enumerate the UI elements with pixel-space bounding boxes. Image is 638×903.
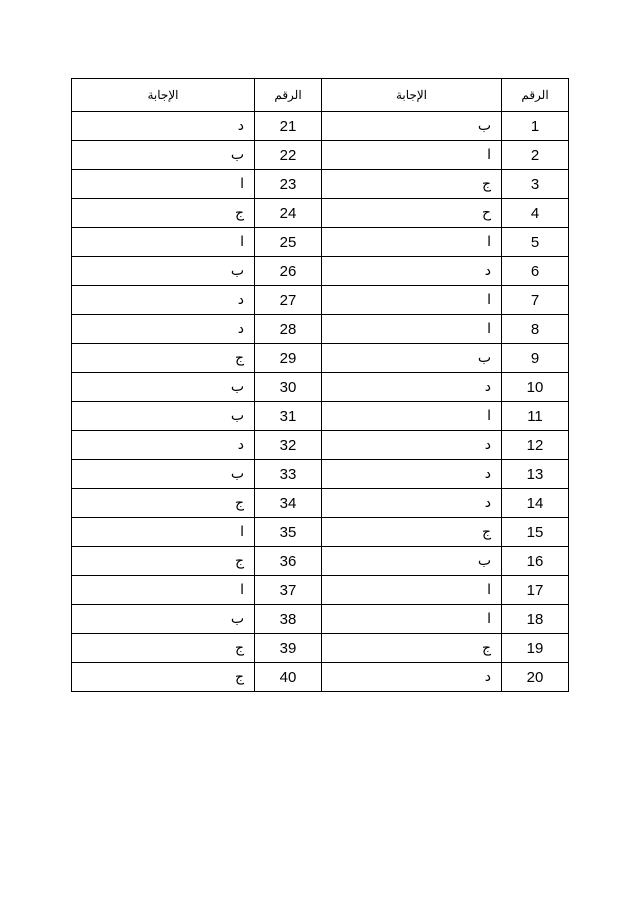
table-row xyxy=(72,489,569,518)
question-number: 36 xyxy=(255,547,322,576)
table-body xyxy=(72,112,569,692)
question-number: 33 xyxy=(255,460,322,489)
question-number: 38 xyxy=(255,605,322,634)
question-number: 13 xyxy=(502,460,569,489)
table-row xyxy=(72,257,569,286)
question-number: 21 xyxy=(255,112,322,141)
answer-cell: ج xyxy=(72,199,255,228)
answer-cell: ا xyxy=(72,518,255,547)
answer-key-table xyxy=(71,78,569,692)
answer-cell: ب xyxy=(72,460,255,489)
answer-cell: ب xyxy=(72,373,255,402)
question-number: 10 xyxy=(502,373,569,402)
table-row xyxy=(72,431,569,460)
question-number: 3 xyxy=(502,170,569,199)
header-answer-2: الإجابة xyxy=(72,79,255,112)
table-row xyxy=(72,605,569,634)
table-row xyxy=(72,199,569,228)
table-row xyxy=(72,344,569,373)
answer-cell: د xyxy=(72,431,255,460)
question-number: 2 xyxy=(502,141,569,170)
answer-cell: ج xyxy=(322,518,502,547)
table-row xyxy=(72,460,569,489)
answer-cell: ب xyxy=(322,344,502,373)
question-number: 11 xyxy=(502,402,569,431)
table-row xyxy=(72,576,569,605)
answer-cell: ج xyxy=(72,344,255,373)
answer-cell: ا xyxy=(72,576,255,605)
question-number: 32 xyxy=(255,431,322,460)
question-number: 18 xyxy=(502,605,569,634)
header-number-2: الرقم xyxy=(255,79,322,112)
answer-cell: ا xyxy=(322,286,502,315)
answer-cell: ب xyxy=(72,141,255,170)
question-number: 20 xyxy=(502,663,569,692)
question-number: 6 xyxy=(502,257,569,286)
answer-cell: ا xyxy=(72,228,255,257)
answer-cell: ا xyxy=(322,605,502,634)
answer-cell: ب xyxy=(72,402,255,431)
answer-cell: د xyxy=(72,315,255,344)
question-number: 8 xyxy=(502,315,569,344)
answer-cell: د xyxy=(322,460,502,489)
answer-cell: ا xyxy=(322,228,502,257)
answer-cell: د xyxy=(72,286,255,315)
answer-cell: ج xyxy=(72,663,255,692)
answer-cell: د xyxy=(322,257,502,286)
table-row xyxy=(72,141,569,170)
question-number: 28 xyxy=(255,315,322,344)
answer-cell: ب xyxy=(72,257,255,286)
question-number: 19 xyxy=(502,634,569,663)
question-number: 22 xyxy=(255,141,322,170)
question-number: 14 xyxy=(502,489,569,518)
table-row xyxy=(72,315,569,344)
question-number: 35 xyxy=(255,518,322,547)
question-number: 30 xyxy=(255,373,322,402)
answer-cell: ح xyxy=(322,199,502,228)
header-answer-1: الإجابة xyxy=(322,79,502,112)
table-row xyxy=(72,402,569,431)
answer-cell: ا xyxy=(322,141,502,170)
question-number: 27 xyxy=(255,286,322,315)
answer-cell: ج xyxy=(322,170,502,199)
table-row xyxy=(72,373,569,402)
table-row xyxy=(72,547,569,576)
answer-cell: ج xyxy=(72,634,255,663)
question-number: 9 xyxy=(502,344,569,373)
table-row xyxy=(72,634,569,663)
answer-cell: د xyxy=(322,373,502,402)
answer-cell: د xyxy=(322,663,502,692)
question-number: 12 xyxy=(502,431,569,460)
question-number: 40 xyxy=(255,663,322,692)
table-row xyxy=(72,286,569,315)
answer-cell: د xyxy=(322,489,502,518)
table-row xyxy=(72,518,569,547)
answer-cell: ا xyxy=(322,576,502,605)
answer-cell: ا xyxy=(72,170,255,199)
question-number: 17 xyxy=(502,576,569,605)
table-row xyxy=(72,170,569,199)
question-number: 7 xyxy=(502,286,569,315)
question-number: 39 xyxy=(255,634,322,663)
table-row xyxy=(72,663,569,692)
question-number: 29 xyxy=(255,344,322,373)
table-row xyxy=(72,112,569,141)
question-number: 31 xyxy=(255,402,322,431)
question-number: 26 xyxy=(255,257,322,286)
question-number: 34 xyxy=(255,489,322,518)
answer-cell: ب xyxy=(322,547,502,576)
question-number: 24 xyxy=(255,199,322,228)
header-row xyxy=(72,79,569,112)
question-number: 25 xyxy=(255,228,322,257)
question-number: 5 xyxy=(502,228,569,257)
answer-cell: ج xyxy=(72,489,255,518)
table-row xyxy=(72,228,569,257)
answer-cell: ب xyxy=(72,605,255,634)
answer-cell: ج xyxy=(72,547,255,576)
answer-cell: د xyxy=(72,112,255,141)
question-number: 4 xyxy=(502,199,569,228)
answer-cell: ج xyxy=(322,634,502,663)
answer-cell: ا xyxy=(322,402,502,431)
question-number: 23 xyxy=(255,170,322,199)
question-number: 15 xyxy=(502,518,569,547)
question-number: 37 xyxy=(255,576,322,605)
answer-cell: ب xyxy=(322,112,502,141)
answer-cell: د xyxy=(322,431,502,460)
question-number: 16 xyxy=(502,547,569,576)
question-number: 1 xyxy=(502,112,569,141)
header-number-1: الرقم xyxy=(502,79,569,112)
answer-cell: ا xyxy=(322,315,502,344)
